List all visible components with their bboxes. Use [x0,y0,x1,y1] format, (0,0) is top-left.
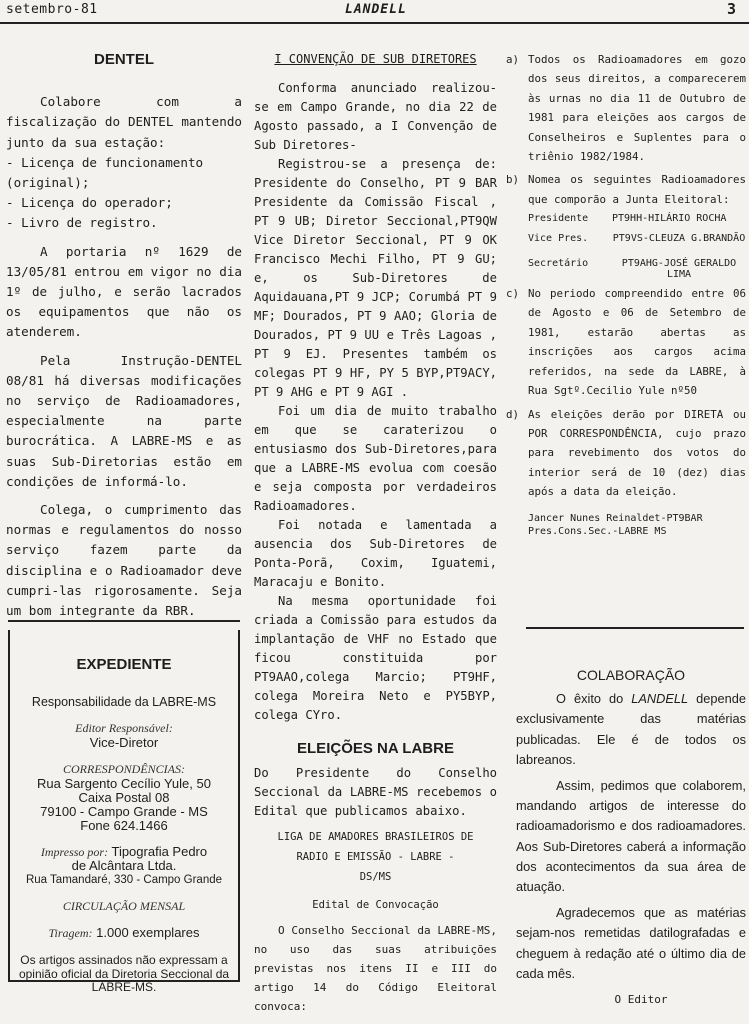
column-divider [8,620,240,622]
page-number: 3 [727,0,737,18]
list-item: - Licença de funcionamento (original); [6,154,204,191]
print-run-value: 1.000 exemplares [96,925,200,940]
role-label: Vice Pres. [528,232,589,244]
convencao-article [254,50,497,1016]
correspondence-label: CORRESPONDÊNCIAS: [63,762,185,776]
header-rule [0,22,749,24]
column-divider [526,627,744,629]
item-marker: d) [506,407,520,421]
printer-name: de Alcântara Ltda. [71,858,177,873]
colaboracao-paragraph: O êxito do LANDELL depende exclusivamente das matérias publicadas. Ele é de todos os labreanos. [516,691,747,767]
signature-line: Pres.Cons.Sec.-LABRE MS [528,525,667,537]
list-item [506,284,746,400]
dentel-article [6,50,242,621]
disclaimer: Os artigos assinados não expressam a opinião oficial da Diretoria Seccional da LABRE-MS. [18,953,230,994]
role-holder: PT9AHG-JOSÉ GERALDO LIMA [621,258,737,281]
role-holder: PT9VS-CLEUZA G.BRANDÃO [612,232,746,244]
dentel-title: DENTEL [94,51,154,68]
role-label: Secretário [528,258,589,270]
org-name: RADIO E EMISSÃO - LABRE - [296,851,455,863]
dentel-list [6,153,242,234]
issue-date: setembro-81 [6,2,98,17]
printer-label: Impresso por: [40,845,109,859]
address-line: Rua Sargento Cecílio Yule, 50 [37,776,211,791]
eleicoes-title: ELEIÇÕES NA LABRE [297,740,454,757]
address-line: 79100 - Campo Grande - MS [40,804,208,819]
list-item: - Livro de registro. [6,215,158,231]
dentel-paragraph: Colega, o cumprimento das normas e regulamentos do nosso serviço fazem parte da disciplina e o Radioamador deve cumpri-las rigorosamente. Seja um bom integrante da RBR. [6,502,242,619]
expediente-box [8,630,240,994]
convencao-paragraph: Foi um dia de muito trabalho em que se caraterizou o entusiasmo dos Sub-Diretores,para que a LABRE-MS evolua com coesão e seja composta por verdadeiros Radioamadores. [254,404,497,513]
address-line: Caixa Postal 08 [78,790,170,805]
list-item: - Licença do operador; [6,195,173,211]
list-item [506,170,746,280]
item-text: As eleições derão por DIRETA ou POR CORRESPONDÊNCIA, cujo prazo para revebimento dos votos do interior será de 10 (dez) dias após a data da eleição. [528,407,746,499]
editor-signature: O Editor [614,993,668,1007]
edital-items [506,50,746,538]
printer-name: Tipografia Pedro [111,844,208,859]
eleicoes-paragraph: Do Presidente do Conselho Seccional da LABRE-MS recebemos o Edital que publicamos abaixo. [254,766,497,818]
colaboracao-title: COLABORAÇÃO [576,667,686,683]
editor-value: Vice-Diretor [89,735,159,750]
role-label: Presidente [528,213,589,225]
dentel-intro: Colabore com a fiscalização do DENTEL mantendo junto da sua estação: [6,94,242,150]
item-text: Todos os Radioamadores em gozo dos seus direitos, a comparecerem às urnas no dia 11 de Outubro de 1981 para eleições aos cargos de Conselheiros e Suplentes para o triênio 1982/1984. [528,53,746,164]
colaboracao-paragraph: Agradecemos que as matérias sejam-nos remetidas datilografadas e cheguem à redação até o último dia de cada mês. [516,905,746,981]
expediente-subtitle: Responsabilidade da LABRE-MS [31,695,217,709]
list-item [506,50,746,166]
editor-label: Editor Responsável: [75,721,173,735]
org-name: LIGA DE AMADORES BRASILEIROS DE [277,831,474,843]
dentel-paragraph: Pela Instrução-DENTEL 08/81 há diversas modificações no serviço de Radioamadores, especialmente na parte burocrática. A LABRE-MS e as suas Sub-Diretorias estão em condições de informá-lo. [6,352,242,489]
print-run-label: Tiragem: [48,926,93,940]
list-item [506,405,746,502]
printer-address: Rua Tamandaré, 330 - Campo Grande [25,874,223,886]
expediente-title: EXPEDIENTE [76,656,172,673]
convencao-paragraph: Registrou-se a presença de: Presidente do Conselho, PT 9 BAR Presidente da Comissão Fiscal , PT 9 UB; Diretor Seccional,PT9QW Vice Diretor Seccional, PT 9 OK Francisco Mechi Filho, PT 9 GU; e, os Sub-Diretores de Aquidauana,PT 9 JCP; Corumbá PT 9 MF; Dourados, PT 9 AAO; Gloria de Dourados, PT 9 UU e Três Lagoas , PT 9 EJ. Presentes também os colegas PT 9 HF, PY 5 BYP,PT9ACY, PT 9 AHG e PT 9 AGI . [254,157,497,399]
edital-title: Edital de Convocação [312,899,439,911]
convencao-paragraph: Na mesma oportunidade foi criada a Comissão para estudos da implantação de VHF no Estado que ficou constituida por PT9AAO,colega Marcio; PT9HF, colega Moreira Neto e PY5BYP, colega CYro. [254,594,497,722]
item-marker: a) [506,53,520,66]
org-name: DS/MS [359,871,392,883]
colaboracao-article [516,665,746,1010]
publication-title: LANDELL [345,2,407,17]
item-text: No periodo compreendido entre 06 de Agosto e 06 de Setembro de 1981, estarão abertas as inscrições aos cargos acima referidos, na sede da LABRE, à Rua Sgtº.Cecilio Yule nº50 [528,287,746,398]
role-holder: PT9HH-HILÁRIO ROCHA [612,213,727,225]
phone-line: Fone 624.1466 [80,818,168,833]
edital-paragraph: O Conselho Seccional da LABRE-MS, no uso das suas atribuições previstas nos itens II e III do artigo 14 do Código Eleitoral convoca: [254,924,497,1013]
signature-line: Jancer Nunes Reinaldet-PT9BAR [528,512,703,524]
dentel-paragraph: A portaria nº 1629 de 13/05/81 entrou em vigor no dia 1º de julho, e serão lacrados os equipamentos que não os atenderem. [6,243,242,340]
convencao-paragraph: Conforma anunciado realizou-se em Campo Grande, no dia 22 de Agosto passado, a I Convenção de Sub Diretores- [254,81,497,152]
convencao-paragraph: Foi notada e lamentada a ausencia dos Sub-Diretores de Ponta-Porã, Coxim, Iguatemi, Maracaju e Bonito. [254,518,497,589]
item-marker: b) [506,173,520,187]
convencao-title: I CONVENÇÃO DE SUB DIRETORES [274,52,477,66]
colaboracao-paragraph: Assim, pedimos que colaborem, mandando artigos de interesse do radioamadorismo e dos radioamadores. Aos Sub-Diretores caberá a informação dos acontecimentos da sua área de atuação. [516,778,746,895]
item-text: Nomea os seguintes Radioamadores que comporão a Junta Eleitoral: [528,173,746,206]
circulation-label: CIRCULAÇÃO MENSAL [62,899,186,913]
item-marker: c) [506,287,520,301]
